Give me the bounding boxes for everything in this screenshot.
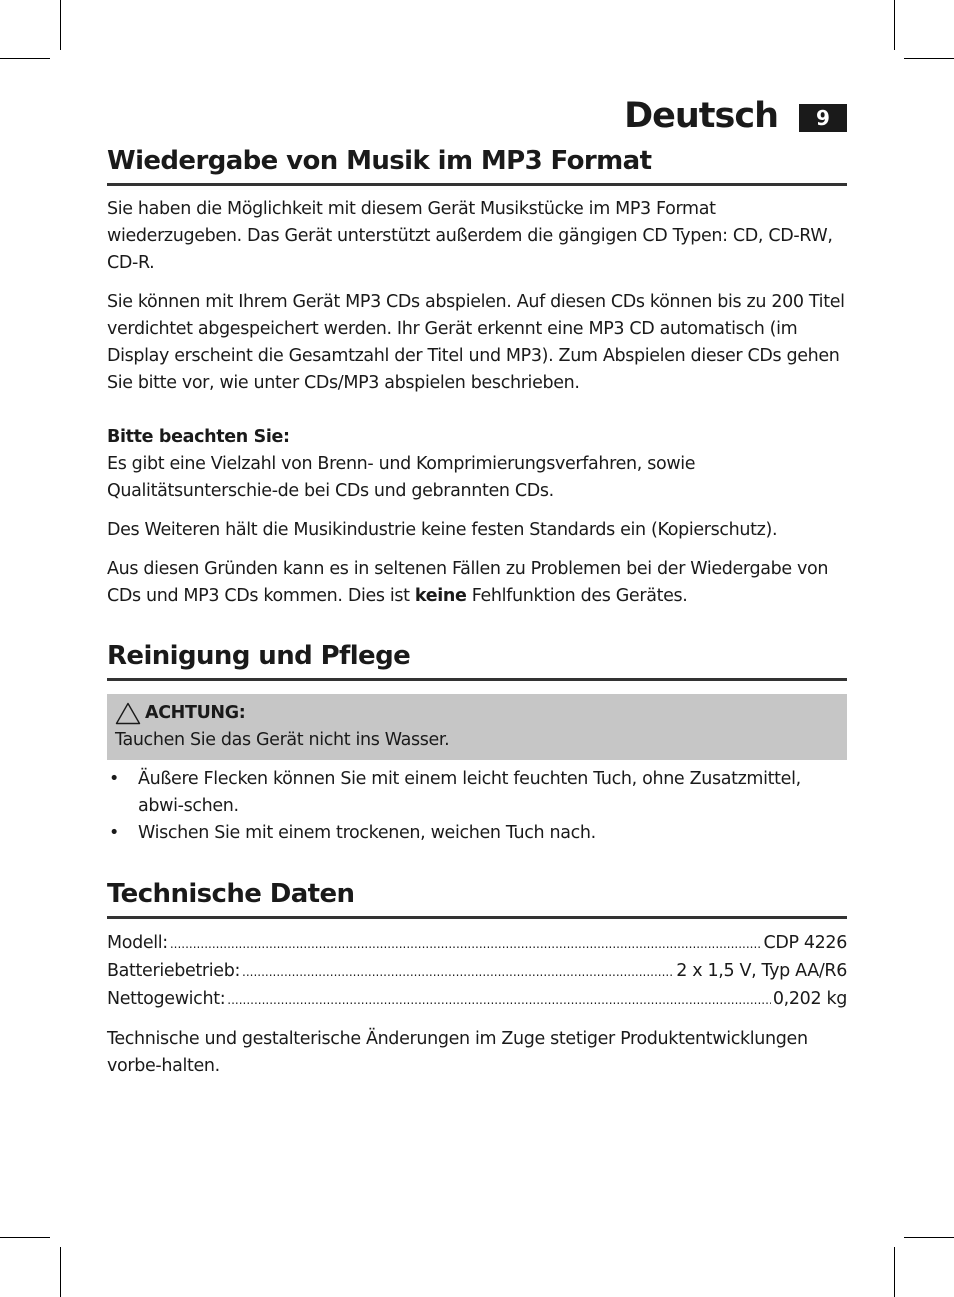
section-title: Technische Daten bbox=[107, 878, 847, 919]
warning-label: ACHTUNG: bbox=[145, 703, 246, 723]
spec-row bbox=[107, 986, 847, 1014]
section-mp3 bbox=[107, 145, 847, 610]
section-cleaning bbox=[107, 640, 847, 847]
spec-value: 0,202 kg bbox=[772, 989, 847, 1009]
spec-label: Modell: bbox=[107, 933, 168, 953]
list-item bbox=[107, 766, 847, 820]
paragraph: Sie können mit Ihrem Gerät MP3 CDs abspielen. Auf diesen CDs können bis zu 200 Titel verdichtet abgespeichert werden. Ihr Gerät erkennt eine MP3 CD automatisch (im Display erscheint die Gesamtzahl der Titel und MP3). Zum Abspielen dieser CDs gehen Sie bitte vor, wie unter CDs/MP3 abspielen beschrieben. bbox=[107, 292, 845, 393]
bullet-list bbox=[107, 766, 847, 847]
spec-table bbox=[107, 930, 847, 1014]
page-content bbox=[107, 145, 847, 1080]
crop-mark bbox=[60, 0, 61, 50]
warning-header bbox=[115, 700, 839, 727]
paragraph: Des Weiteren hält die Musikindustrie keine festen Standards ein (Kopierschutz). bbox=[107, 520, 778, 540]
spec-row bbox=[107, 958, 847, 986]
text-run: Aus diesen Gründen kann es in seltenen Fällen zu Problemen bei der Wiedergabe von CDs und MP3 CDs kommen. Dies ist bbox=[107, 559, 829, 606]
dot-leader bbox=[242, 958, 674, 986]
spec-row bbox=[107, 930, 847, 958]
bullet-dot: • bbox=[109, 769, 119, 789]
bullet-dot: • bbox=[109, 823, 119, 843]
spec-value: CDP 4226 bbox=[763, 933, 847, 953]
notice-title: Bitte beachten Sie: bbox=[107, 427, 290, 447]
footer-note: Technische und gestalterische Änderungen im Zuge stetiger Produktentwicklungen vorbe-halten. bbox=[107, 1029, 808, 1076]
section-specs bbox=[107, 878, 847, 1080]
section-title: Reinigung und Pflege bbox=[107, 640, 847, 681]
page-number: 9 bbox=[799, 104, 847, 132]
paragraph bbox=[107, 556, 847, 610]
crop-mark bbox=[904, 58, 954, 59]
section-title: Wiedergabe von Musik im MP3 Format bbox=[107, 145, 847, 186]
language-title: Deutsch bbox=[624, 96, 778, 136]
spec-value: 2 x 1,5 V, Typ AA/R6 bbox=[676, 961, 847, 981]
warning-box bbox=[107, 694, 847, 760]
crop-mark bbox=[0, 58, 50, 59]
dot-leader bbox=[170, 930, 762, 958]
spec-label: Nettogewicht: bbox=[107, 989, 226, 1009]
crop-mark bbox=[60, 1247, 61, 1297]
list-item-text: Wischen Sie mit einem trockenen, weichen Tuch nach. bbox=[138, 823, 596, 843]
list-item-text: Äußere Flecken können Sie mit einem leicht feuchten Tuch, ohne Zusatzmittel, abwi-schen. bbox=[138, 769, 801, 816]
crop-mark bbox=[894, 0, 895, 50]
crop-mark bbox=[894, 1247, 895, 1297]
spec-label: Batteriebetrieb: bbox=[107, 961, 241, 981]
crop-mark bbox=[904, 1237, 954, 1238]
dot-leader bbox=[227, 986, 771, 1014]
warning-text: Tauchen Sie das Gerät nicht ins Wasser. bbox=[115, 730, 450, 750]
crop-mark bbox=[0, 1237, 50, 1238]
paragraph: Sie haben die Möglichkeit mit diesem Gerät Musikstücke im MP3 Format wiederzugeben. Das Gerät unterstützt außerdem die gängigen CD Typen: CD, CD-RW, CD-R. bbox=[107, 199, 833, 273]
text-run: Fehlfunktion des Gerätes. bbox=[466, 586, 688, 606]
emphasis-text: keine bbox=[414, 586, 467, 606]
warning-triangle-icon bbox=[115, 702, 141, 725]
list-item bbox=[107, 820, 847, 847]
paragraph: Es gibt eine Vielzahl von Brenn- und Komprimierungsverfahren, sowie Qualitätsunterschie-de bei CDs und gebrannten CDs. bbox=[107, 454, 696, 501]
